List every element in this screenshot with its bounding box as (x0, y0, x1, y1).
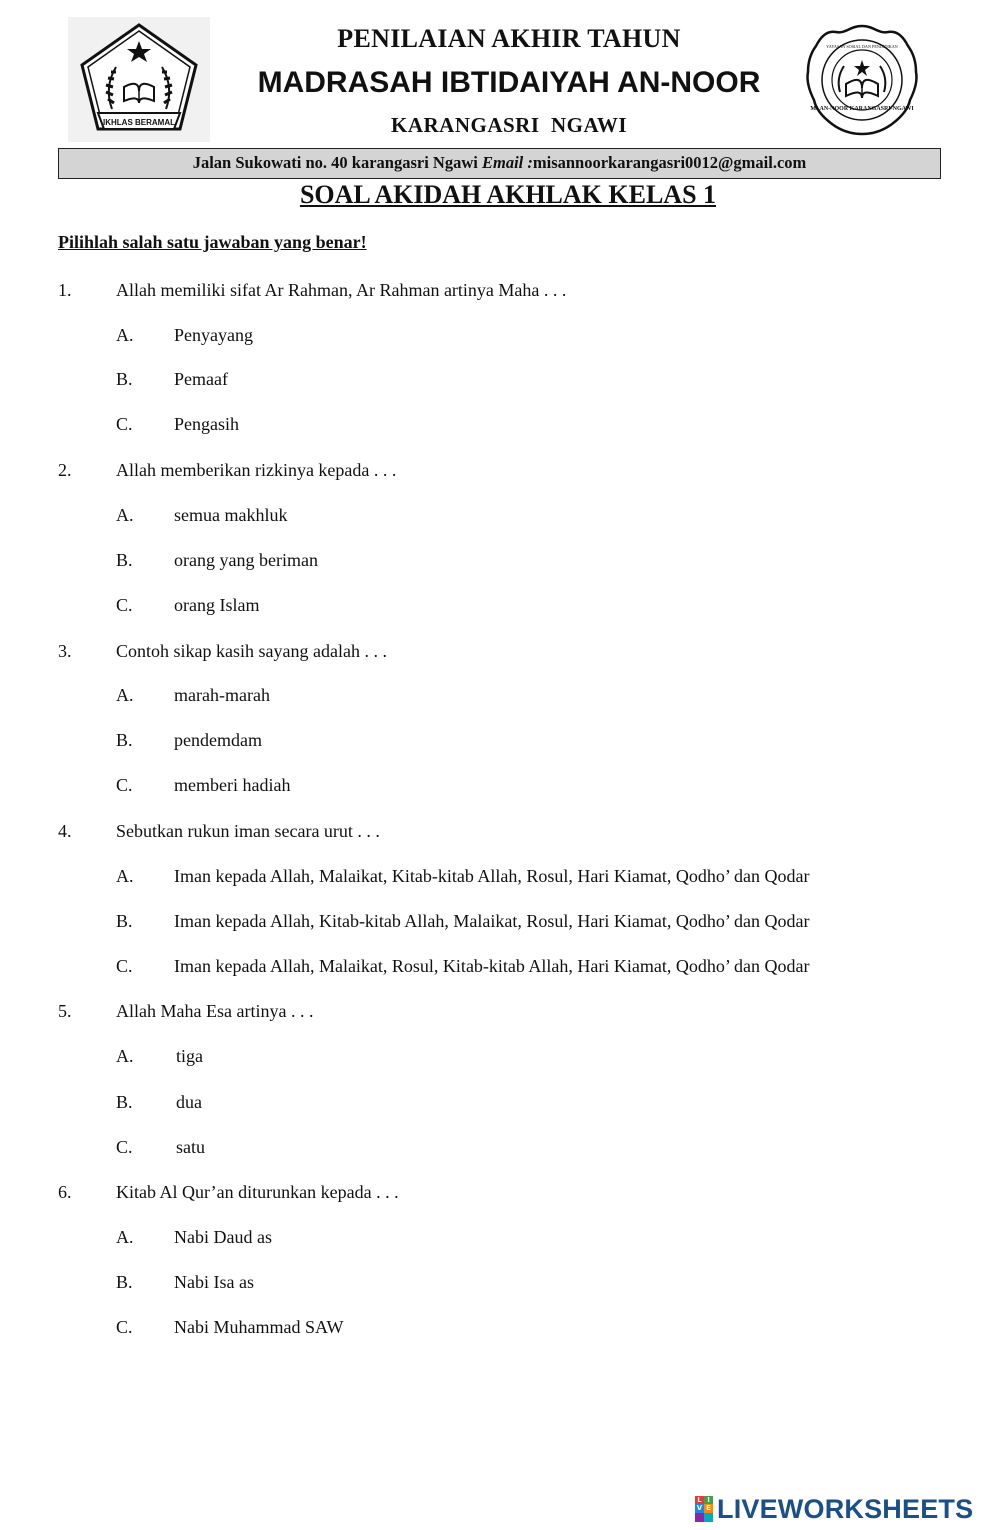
seal-school-text: MI AN-NOOR KARANGASRI-NGAWI (810, 106, 914, 112)
option-letter: B. (116, 1092, 133, 1112)
option-letter: B. (116, 369, 133, 389)
option-letter: C. (116, 1317, 133, 1337)
address-text: Jalan Sukowati no. 40 karangasri Ngawi (192, 153, 482, 172)
question-number: 6. (58, 1182, 72, 1202)
option-letter: B. (116, 550, 133, 570)
option-letter: C. (116, 1137, 133, 1157)
icon-letter-i: I (704, 1496, 713, 1504)
option-letter: A. (116, 866, 134, 886)
icon-letter-v: V (696, 1504, 703, 1512)
option-letter: B. (116, 911, 133, 931)
option-text[interactable]: tiga (176, 1046, 203, 1066)
option-text[interactable]: satu (176, 1137, 205, 1157)
option-letter: A. (116, 1227, 134, 1247)
option-letter: B. (116, 1272, 133, 1292)
kemenag-motto: IKHLAS BERAMAL (103, 118, 175, 127)
option-text[interactable]: Penyayang (174, 325, 253, 345)
option-text[interactable]: Pemaaf (174, 369, 228, 389)
option-letter: A. (116, 1046, 134, 1066)
option-letter: B. (116, 730, 133, 750)
question-text: Kitab Al Qur’an diturunkan kepada . . . (116, 1182, 399, 1202)
option-text[interactable]: Iman kepada Allah, Malaikat, Kitab-kitab Allah, Rosul, Hari Kiamat, Qodho’ dan Qodar (174, 866, 810, 886)
option-letter: A. (116, 685, 134, 705)
header-school-name: MADRASAH IBTIDAIYAH AN-NOOR (257, 66, 761, 99)
option-text[interactable]: Iman kepada Allah, Malaikat, Rosul, Kitab-kitab Allah, Hari Kiamat, Qodho’ dan Qodar (174, 956, 810, 976)
email-label: Email : (481, 153, 533, 172)
question-text: Allah memberikan rizkinya kepada . . . (116, 460, 397, 480)
question-number: 1. (58, 280, 72, 300)
icon-letter-l: L (695, 1496, 704, 1504)
option-letter: C. (116, 414, 133, 434)
question-number: 5. (58, 1001, 72, 1021)
question-text: Allah Maha Esa artinya . . . (116, 1001, 314, 1021)
liveworksheets-wordmark: LIVEWORKSHEETS (717, 1493, 974, 1524)
option-text[interactable]: Nabi Isa as (174, 1272, 254, 1292)
kemenag-emblem-icon (68, 17, 210, 142)
header-location: KARANGASRI NGAWI (390, 113, 628, 137)
header-exam-title: PENILAIAN AKHIR TAHUN (337, 24, 681, 53)
option-letter: C. (116, 956, 133, 976)
option-letter: C. (116, 595, 133, 615)
option-letter: C. (116, 775, 133, 795)
option-text[interactable]: Nabi Muhammad SAW (174, 1317, 344, 1337)
option-text[interactable]: orang Islam (174, 595, 260, 615)
option-text[interactable]: pendemdam (174, 730, 262, 750)
option-text[interactable]: semua makhluk (174, 505, 288, 525)
question-text: Contoh sikap kasih sayang adalah . . . (116, 641, 387, 661)
option-text[interactable]: Pengasih (174, 414, 239, 434)
question-number: 3. (58, 641, 72, 661)
option-text[interactable]: memberi hadiah (174, 775, 291, 795)
option-text[interactable]: Nabi Daud as (174, 1227, 272, 1247)
seal-foundation-text: YAYASAN SOSIAL DAN PENDIDIKAN (826, 44, 898, 49)
option-text[interactable]: orang yang beriman (174, 550, 318, 570)
question-text: Allah memiliki sifat Ar Rahman, Ar Rahman artinya Maha . . . (116, 280, 567, 300)
option-text[interactable]: marah-marah (174, 685, 270, 705)
option-letter: A. (116, 505, 134, 525)
page-title: SOAL AKIDAH AKHLAK KELAS 1 (299, 180, 717, 209)
icon-letter-e: E (704, 1504, 713, 1513)
email-address: misannoorkarangasri0012@gmail.com (532, 153, 807, 172)
question-text: Sebutkan rukun iman secara urut . . . (116, 821, 380, 841)
liveworksheets-logo (695, 1494, 973, 1524)
address-bar (58, 148, 941, 179)
option-text[interactable]: dua (176, 1092, 202, 1112)
question-number: 4. (58, 821, 72, 841)
instruction-text: Pilihlah salah satu jawaban yang benar! (58, 232, 367, 252)
liveworksheets-icon (695, 1496, 713, 1522)
option-letter: A. (116, 325, 134, 345)
school-seal-icon (804, 22, 920, 138)
question-number: 2. (58, 460, 72, 480)
option-text[interactable]: Iman kepada Allah, Kitab-kitab Allah, Malaikat, Rosul, Hari Kiamat, Qodho’ dan Qodar (174, 911, 810, 931)
